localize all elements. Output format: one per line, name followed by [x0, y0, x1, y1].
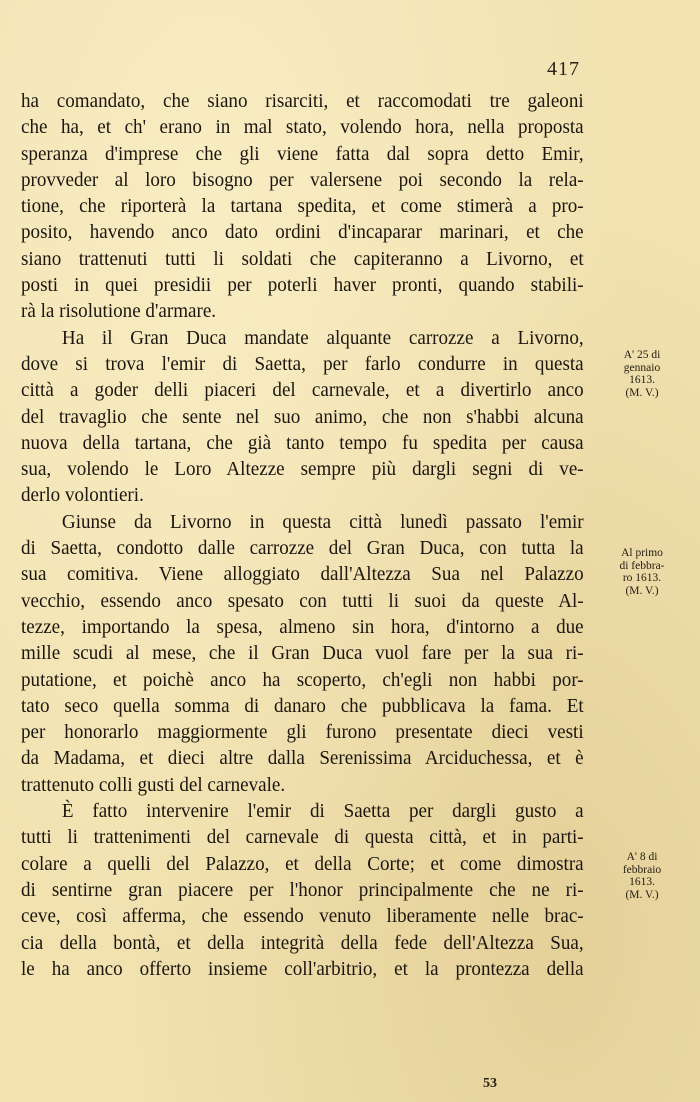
text-line: trattenuto colli gusti del carnevale. — [21, 773, 286, 796]
text-line: sua, volendo le Loro Altezze sempre più dargli segni di ve- — [21, 458, 584, 481]
signature-mark: 53 — [483, 1076, 497, 1091]
text-line: colare a quelli del Palazzo, et della Corte; et come dimostra — [21, 852, 584, 875]
margin-note-line: A' 8 di — [626, 851, 658, 863]
text-line: ceve, così afferma, che essendo venuto liberamente nelle brac- — [21, 905, 584, 928]
text-line: derlo volontieri. — [21, 484, 144, 507]
main-text — [21, 88, 584, 982]
text-line: posti in quei presidii per poterli haver pronti, quando stabili- — [21, 274, 584, 297]
text-line: posito, havendo anco dato ordini d'incaparar marinari, et che — [21, 221, 584, 244]
text-line: speranza d'imprese che gli viene fatta dal sopra detto Emir, — [21, 142, 584, 165]
margin-note-date — [592, 349, 692, 399]
text-line: di sentirne gran piacere per l'honor principalmente che ne ri- — [21, 878, 584, 901]
paragraph-start-line: È fatto intervenire l'emir di Saetta per dargli gusto a — [61, 800, 584, 823]
margin-note-line: (M. V.) — [625, 584, 659, 597]
text-line: tutti li trattenimenti del carnevale di questa città, et in parti- — [21, 826, 584, 849]
margin-note-line: A' 25 di — [623, 349, 661, 361]
text-line: vecchio, essendo anco spesato con tutti li suoi da queste Al- — [21, 589, 584, 612]
text-line: città a goder delli piaceri del carnevale, et a divertirlo anco — [21, 379, 584, 402]
text-line: le ha anco offerto insieme coll'arbitrio, et la prontezza della — [21, 957, 584, 980]
text-line: rà la risolutione d'armare. — [21, 300, 217, 323]
text-line: mille scudi al mese, che il Gran Duca vuol fare per la sua ri- — [21, 642, 584, 665]
text-line: che ha, et ch' erano in mal stato, volendo hora, nella proposta — [21, 116, 584, 139]
text-line: tato seco quella somma di danaro che pubblicava la fama. Et — [21, 694, 584, 717]
margin-note-line: di febbra- — [619, 559, 665, 572]
margin-note-line: (M. V.) — [625, 386, 659, 399]
paragraph-start-line: Giunse da Livorno in questa città lunedì passato l'emir — [61, 510, 584, 533]
text-line: nuova della tartana, che già tanto tempo fu spedita per causa — [21, 431, 584, 454]
margin-note-line: 1613. — [629, 374, 655, 386]
text-line: tezze, importando la spesa, almeno sin hora, d'intorno a due — [21, 615, 584, 638]
margin-note-line: febbraio — [622, 863, 662, 876]
text-line: tione, che riporterà la tartana spedita, et come stimerà a pro- — [21, 195, 584, 218]
text-line: cia della bontà, et della integrità della fede dell'Altezza Sua, — [21, 931, 584, 954]
margin-note-date — [592, 851, 692, 901]
margin-note-line: Al primo — [621, 547, 663, 559]
text-line: di Saetta, condotto dalle carrozze del Gran Duca, con tutta la — [21, 537, 584, 560]
text-line: ha comandato, che siano risarciti, et raccomodati tre galeoni — [21, 90, 584, 112]
text-line: da Madama, et dieci altre dalla Serenissima Arciduchessa, et è — [21, 747, 584, 770]
text-line: putatione, et poichè anco ha scoperto, ch'egli non habbi por- — [21, 668, 584, 691]
text-line: siano trattenuti tutti li soldati che capiteranno a Livorno, et — [21, 247, 584, 270]
text-line: del travaglio che sente nel suo animo, che non s'habbi alcuna — [21, 405, 584, 428]
text-line: dove si trova l'emir di Saetta, per farlo condurre in questa — [21, 352, 584, 375]
margin-note-line: gennaio — [623, 361, 661, 374]
text-line: per honorarlo maggiormente gli furono presentate dieci vesti — [21, 721, 584, 744]
text-line: provveder al loro bisogno per valersene poi secondo la rela- — [21, 168, 584, 191]
page-number: 417 — [547, 58, 580, 80]
margin-note-line: ro 1613. — [622, 572, 662, 584]
margin-note-line: 1613. — [629, 876, 655, 888]
paragraph-start-line: Ha il Gran Duca mandate alquante carrozze a Livorno, — [61, 326, 584, 349]
margin-note-date — [592, 547, 692, 597]
margin-note-line: (M. V.) — [625, 888, 659, 901]
text-line: sua comitiva. Viene alloggiato dall'Altezza Sua nel Palazzo — [21, 563, 584, 586]
